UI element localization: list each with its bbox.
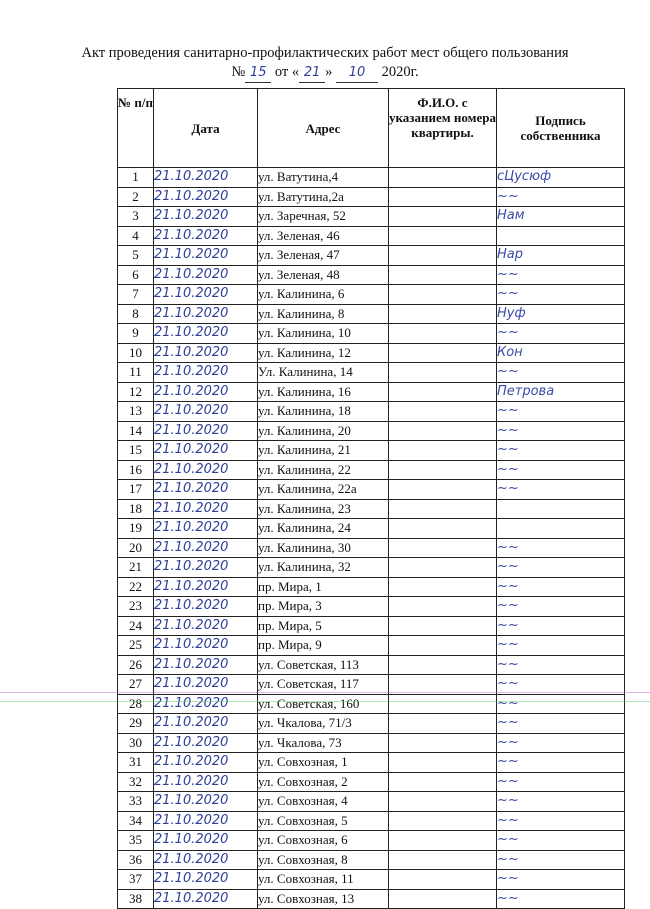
table-row <box>118 226 625 246</box>
row-number: 16 <box>118 460 154 480</box>
row-signature: ~~ <box>497 402 625 422</box>
row-address: ул. Советская, 117 <box>258 675 389 695</box>
row-date: 21.10.2020 <box>154 811 258 831</box>
row-date: 21.10.2020 <box>154 675 258 695</box>
row-number: 28 <box>118 694 154 714</box>
row-address: ул. Ватутина,4 <box>258 168 389 188</box>
row-number: 33 <box>118 792 154 812</box>
table-row <box>118 655 625 675</box>
row-number: 6 <box>118 265 154 285</box>
act-year: 2020г. <box>381 64 419 80</box>
row-fio <box>389 616 497 636</box>
row-date: 21.10.2020 <box>154 265 258 285</box>
row-date: 21.10.2020 <box>154 207 258 227</box>
row-number: 29 <box>118 714 154 734</box>
header-fio: Ф.И.О. с указанием номера квартиры. <box>389 89 497 168</box>
row-signature: ~~ <box>497 480 625 500</box>
table-row <box>118 889 625 909</box>
act-date-prefix: от « <box>274 64 300 80</box>
table-row <box>118 324 625 344</box>
row-address: ул. Калинина, 18 <box>258 402 389 422</box>
row-number: 9 <box>118 324 154 344</box>
row-fio <box>389 363 497 383</box>
row-date: 21.10.2020 <box>154 889 258 909</box>
row-date: 21.10.2020 <box>154 499 258 519</box>
row-signature: ~~ <box>497 636 625 656</box>
row-fio <box>389 168 497 188</box>
scan-artifact-line <box>0 692 650 693</box>
row-date: 21.10.2020 <box>154 655 258 675</box>
row-fio <box>389 870 497 890</box>
row-signature: ~~ <box>497 655 625 675</box>
row-fio <box>389 226 497 246</box>
row-fio <box>389 441 497 461</box>
row-signature: сЦусюф <box>497 168 625 188</box>
row-signature: ~~ <box>497 831 625 851</box>
scan-artifact-line <box>0 701 650 702</box>
row-signature: ~~ <box>497 558 625 578</box>
row-fio <box>389 480 497 500</box>
row-fio <box>389 265 497 285</box>
row-date: 21.10.2020 <box>154 714 258 734</box>
row-date: 21.10.2020 <box>154 187 258 207</box>
row-address: ул. Советская, 160 <box>258 694 389 714</box>
row-number: 20 <box>118 538 154 558</box>
act-day-close: » <box>325 64 333 80</box>
row-number: 13 <box>118 402 154 422</box>
table-row <box>118 441 625 461</box>
row-date: 21.10.2020 <box>154 480 258 500</box>
table-header-row <box>118 89 625 168</box>
row-fio <box>389 187 497 207</box>
row-date: 21.10.2020 <box>154 792 258 812</box>
row-signature: ~~ <box>497 733 625 753</box>
row-signature: ~~ <box>497 538 625 558</box>
table-row <box>118 616 625 636</box>
row-date: 21.10.2020 <box>154 850 258 870</box>
row-fio <box>389 519 497 539</box>
row-number: 25 <box>118 636 154 656</box>
row-fio <box>389 694 497 714</box>
row-address: ул. Чкалова, 73 <box>258 733 389 753</box>
header-num: № п/п <box>118 89 154 168</box>
row-number: 1 <box>118 168 154 188</box>
row-signature: ~~ <box>497 363 625 383</box>
table-row <box>118 558 625 578</box>
table-row <box>118 538 625 558</box>
row-fio <box>389 733 497 753</box>
row-fio <box>389 850 497 870</box>
row-address: ул. Калинина, 12 <box>258 343 389 363</box>
row-date: 21.10.2020 <box>154 519 258 539</box>
table-row <box>118 792 625 812</box>
act-day: 21 <box>299 63 325 83</box>
row-signature: ~~ <box>497 597 625 617</box>
table-row <box>118 265 625 285</box>
row-date: 21.10.2020 <box>154 597 258 617</box>
row-address: ул. Калинина, 8 <box>258 304 389 324</box>
table-row <box>118 304 625 324</box>
table-row <box>118 811 625 831</box>
row-fio <box>389 889 497 909</box>
row-fio <box>389 714 497 734</box>
row-date: 21.10.2020 <box>154 343 258 363</box>
row-fio <box>389 421 497 441</box>
row-address: ул. Советская, 113 <box>258 655 389 675</box>
row-address: пр. Мира, 3 <box>258 597 389 617</box>
row-address: ул. Калинина, 23 <box>258 499 389 519</box>
row-number: 30 <box>118 733 154 753</box>
works-table <box>117 88 625 909</box>
row-number: 34 <box>118 811 154 831</box>
table-row <box>118 480 625 500</box>
header-date: Дата <box>154 89 258 168</box>
row-address: ул. Совхозная, 6 <box>258 831 389 851</box>
row-fio <box>389 831 497 851</box>
row-address: ул. Калинина, 30 <box>258 538 389 558</box>
row-date: 21.10.2020 <box>154 636 258 656</box>
row-number: 15 <box>118 441 154 461</box>
row-address: Ул. Калинина, 14 <box>258 363 389 383</box>
row-number: 23 <box>118 597 154 617</box>
row-signature <box>497 499 625 519</box>
row-address: пр. Мира, 1 <box>258 577 389 597</box>
row-fio <box>389 597 497 617</box>
row-number: 35 <box>118 831 154 851</box>
row-number: 37 <box>118 870 154 890</box>
table-row <box>118 187 625 207</box>
row-number: 27 <box>118 675 154 695</box>
row-address: ул. Совхозная, 4 <box>258 792 389 812</box>
row-date: 21.10.2020 <box>154 324 258 344</box>
act-number: 15 <box>245 63 271 83</box>
row-date: 21.10.2020 <box>154 246 258 266</box>
row-date: 21.10.2020 <box>154 285 258 305</box>
row-signature: ~~ <box>497 265 625 285</box>
row-fio <box>389 499 497 519</box>
row-signature: ~~ <box>497 792 625 812</box>
row-number: 38 <box>118 889 154 909</box>
row-number: 5 <box>118 246 154 266</box>
row-address: ул. Калинина, 20 <box>258 421 389 441</box>
table-row <box>118 753 625 773</box>
row-address: ул. Зеленая, 48 <box>258 265 389 285</box>
table-row <box>118 168 625 188</box>
row-date: 21.10.2020 <box>154 870 258 890</box>
row-address: ул. Ватутина,2а <box>258 187 389 207</box>
table-row <box>118 733 625 753</box>
header-signature: Подпись собственника <box>497 89 625 168</box>
row-number: 2 <box>118 187 154 207</box>
table-row <box>118 402 625 422</box>
row-fio <box>389 343 497 363</box>
row-fio <box>389 246 497 266</box>
table-body <box>118 168 625 909</box>
row-address: ул. Зеленая, 46 <box>258 226 389 246</box>
row-date: 21.10.2020 <box>154 577 258 597</box>
table-row <box>118 285 625 305</box>
table-row <box>118 772 625 792</box>
row-signature: ~~ <box>497 811 625 831</box>
row-number: 19 <box>118 519 154 539</box>
row-address: ул. Совхозная, 5 <box>258 811 389 831</box>
row-address: пр. Мира, 9 <box>258 636 389 656</box>
row-signature: ~~ <box>497 460 625 480</box>
row-signature: ~~ <box>497 577 625 597</box>
table-row <box>118 597 625 617</box>
row-date: 21.10.2020 <box>154 558 258 578</box>
row-number: 14 <box>118 421 154 441</box>
row-fio <box>389 577 497 597</box>
row-address: ул. Зеленая, 47 <box>258 246 389 266</box>
table-row <box>118 382 625 402</box>
row-date: 21.10.2020 <box>154 382 258 402</box>
table-row <box>118 207 625 227</box>
row-number: 17 <box>118 480 154 500</box>
row-signature: ~~ <box>497 870 625 890</box>
row-number: 22 <box>118 577 154 597</box>
row-fio <box>389 792 497 812</box>
row-signature: ~~ <box>497 616 625 636</box>
row-fio <box>389 402 497 422</box>
table-row <box>118 831 625 851</box>
row-number: 26 <box>118 655 154 675</box>
row-fio <box>389 655 497 675</box>
row-signature: Петрова <box>497 382 625 402</box>
table-row <box>118 499 625 519</box>
row-fio <box>389 636 497 656</box>
row-signature: ~~ <box>497 187 625 207</box>
row-address: ул. Заречная, 52 <box>258 207 389 227</box>
row-fio <box>389 538 497 558</box>
row-address: ул. Калинина, 21 <box>258 441 389 461</box>
title-line-1: Акт проведения санитарно-профилактических работ мест общего пользования <box>81 45 569 61</box>
row-date: 21.10.2020 <box>154 402 258 422</box>
row-fio <box>389 558 497 578</box>
row-signature: ~~ <box>497 850 625 870</box>
row-date: 21.10.2020 <box>154 226 258 246</box>
row-number: 7 <box>118 285 154 305</box>
table-row <box>118 694 625 714</box>
row-fio <box>389 811 497 831</box>
table-row <box>118 460 625 480</box>
row-address: ул. Совхозная, 13 <box>258 889 389 909</box>
row-number: 21 <box>118 558 154 578</box>
row-address: ул. Совхозная, 2 <box>258 772 389 792</box>
row-date: 21.10.2020 <box>154 753 258 773</box>
row-signature: ~~ <box>497 421 625 441</box>
header-address: Адрес <box>258 89 389 168</box>
row-date: 21.10.2020 <box>154 733 258 753</box>
row-fio <box>389 324 497 344</box>
row-number: 18 <box>118 499 154 519</box>
row-signature: ~~ <box>497 694 625 714</box>
row-address: ул. Совхозная, 8 <box>258 850 389 870</box>
row-address: ул. Калинина, 6 <box>258 285 389 305</box>
row-date: 21.10.2020 <box>154 168 258 188</box>
table-row <box>118 577 625 597</box>
row-date: 21.10.2020 <box>154 304 258 324</box>
row-signature: ~~ <box>497 285 625 305</box>
row-date: 21.10.2020 <box>154 538 258 558</box>
row-fio <box>389 382 497 402</box>
table-row <box>118 850 625 870</box>
row-signature: ~~ <box>497 441 625 461</box>
row-address: ул. Совхозная, 1 <box>258 753 389 773</box>
row-address: ул. Калинина, 24 <box>258 519 389 539</box>
row-date: 21.10.2020 <box>154 694 258 714</box>
row-date: 21.10.2020 <box>154 460 258 480</box>
row-fio <box>389 753 497 773</box>
row-signature: ~~ <box>497 324 625 344</box>
act-number-prefix: № <box>231 64 246 80</box>
row-number: 11 <box>118 363 154 383</box>
row-date: 21.10.2020 <box>154 441 258 461</box>
table-row <box>118 636 625 656</box>
row-address: ул. Калинина, 32 <box>258 558 389 578</box>
row-signature <box>497 226 625 246</box>
row-number: 4 <box>118 226 154 246</box>
row-signature: Нар <box>497 246 625 266</box>
row-date: 21.10.2020 <box>154 421 258 441</box>
row-signature: ~~ <box>497 714 625 734</box>
row-address: ул. Совхозная, 11 <box>258 870 389 890</box>
row-number: 10 <box>118 343 154 363</box>
table-row <box>118 421 625 441</box>
row-fio <box>389 304 497 324</box>
row-number: 31 <box>118 753 154 773</box>
row-number: 24 <box>118 616 154 636</box>
row-address: ул. Чкалова, 71/3 <box>258 714 389 734</box>
row-signature: Кон <box>497 343 625 363</box>
row-address: ул. Калинина, 10 <box>258 324 389 344</box>
row-fio <box>389 207 497 227</box>
row-number: 3 <box>118 207 154 227</box>
table-row <box>118 343 625 363</box>
table-row <box>118 246 625 266</box>
row-signature: ~~ <box>497 772 625 792</box>
row-address: ул. Калинина, 16 <box>258 382 389 402</box>
row-date: 21.10.2020 <box>154 616 258 636</box>
act-month: 10 <box>336 63 378 83</box>
row-number: 36 <box>118 850 154 870</box>
row-date: 21.10.2020 <box>154 831 258 851</box>
row-signature: ~~ <box>497 675 625 695</box>
row-number: 32 <box>118 772 154 792</box>
row-fio <box>389 460 497 480</box>
title-line-2 <box>0 63 650 83</box>
row-fio <box>389 285 497 305</box>
row-address: ул. Калинина, 22а <box>258 480 389 500</box>
row-date: 21.10.2020 <box>154 363 258 383</box>
document-title <box>0 44 650 83</box>
row-date: 21.10.2020 <box>154 772 258 792</box>
row-signature: ~~ <box>497 889 625 909</box>
row-address: ул. Калинина, 22 <box>258 460 389 480</box>
row-number: 12 <box>118 382 154 402</box>
row-number: 8 <box>118 304 154 324</box>
table-row <box>118 519 625 539</box>
table-row <box>118 870 625 890</box>
row-address: пр. Мира, 5 <box>258 616 389 636</box>
row-signature: ~~ <box>497 753 625 773</box>
row-fio <box>389 772 497 792</box>
row-signature: Нуф <box>497 304 625 324</box>
table-row <box>118 363 625 383</box>
row-signature <box>497 519 625 539</box>
table-row <box>118 714 625 734</box>
row-signature: Нам <box>497 207 625 227</box>
